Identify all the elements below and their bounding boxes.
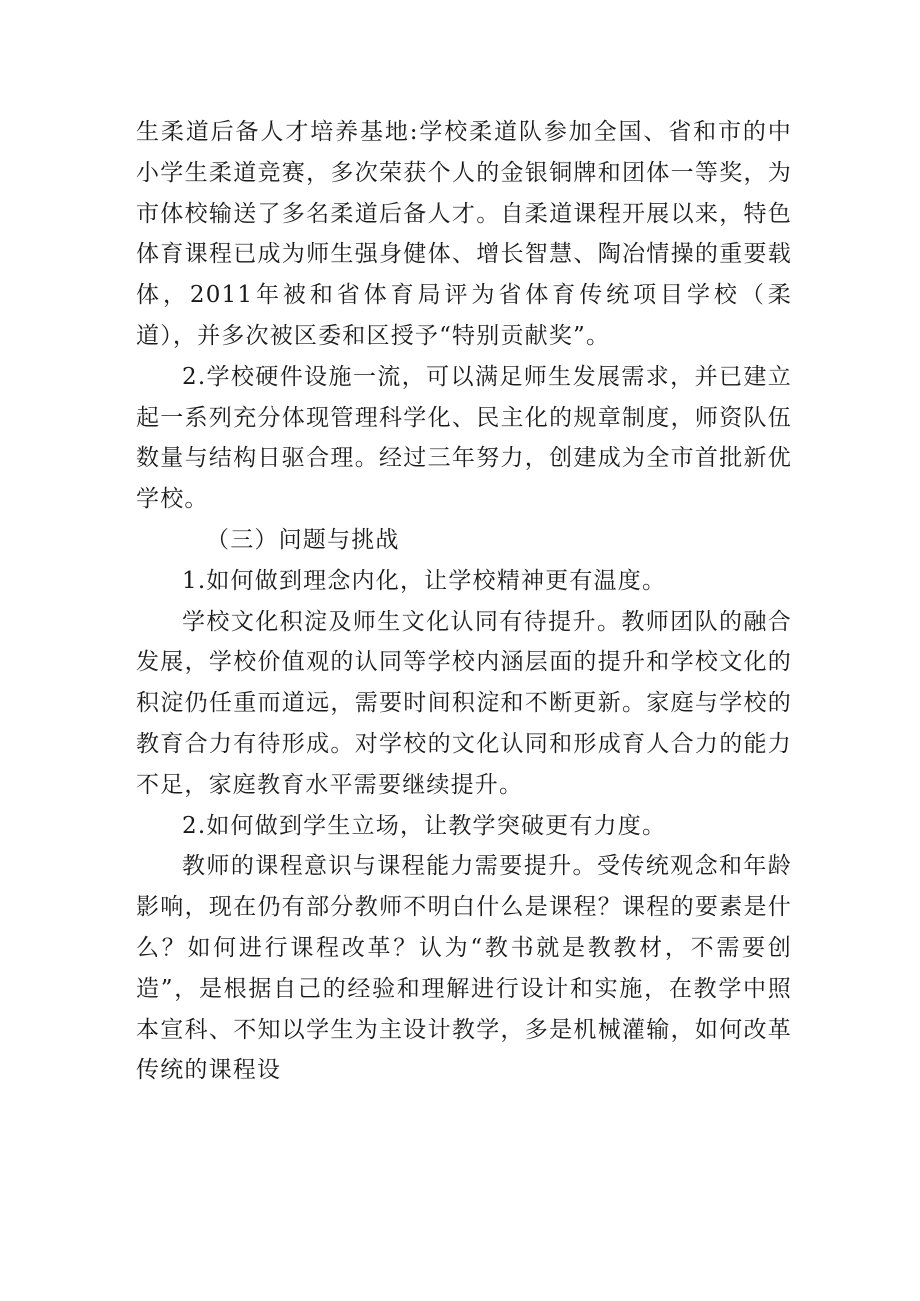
- section-heading-problems: （三）问题与挑战: [206, 526, 400, 553]
- paragraph-judo-achievements: 生柔道后备人才培养基地:学校柔道队参加全国、省和市的中小学生柔道竞赛，多次荣获个人的金银铜牌和团体一等奖，为市体校输送了多名柔道后备人才。自柔道课程开展以来，特色体育课程已成为师生强身健体、增长智慧、陶冶情操的重要载体，2011年被和省体育局评为省体育传统项目学校（柔道），并多次被区委和区授予“特别贡献奖”。: [136, 119, 792, 349]
- subheading-student-position: 2.如何做到学生立场，让教学突破更有力度。: [182, 812, 667, 839]
- document-body: [136, 112, 792, 1091]
- paragraph-curriculum-awareness: 教师的课程意识与课程能力需要提升。受传统观念和年龄影响，现在仍有部分教师不明白什么是课程？课程的要素是什么？如何进行课程改革？认为“教书就是教教材，不需要创造”，是根据自己的经验和理解进行设计和实施，在教学中照本宣科、不知以学生为主设计教学，多是机械灌输，如何改革传统的课程设: [136, 853, 792, 1084]
- subheading-concept-internalization: 1.如何做到理念内化，让学校精神更有温度。: [182, 567, 667, 594]
- paragraph-school-culture: 学校文化积淀及师生文化认同有待提升。教师团队的融合发展，学校价值观的认同等学校内涵层面的提升和学校文化的积淀仍任重而道远，需要时间积淀和不断更新。家庭与学校的教育合力有待形成。对学校的文化认同和形成育人合力的能力不足，家庭教育水平需要继续提升。: [136, 608, 792, 798]
- paragraph-facilities: 2.学校硬件设施一流，可以满足师生发展需求，并已建立起一系列充分体现管理科学化、民主化的规章制度，师资队伍数量与结构日驱合理。经过三年努力，创建成为全市首批新优学校。: [136, 363, 792, 513]
